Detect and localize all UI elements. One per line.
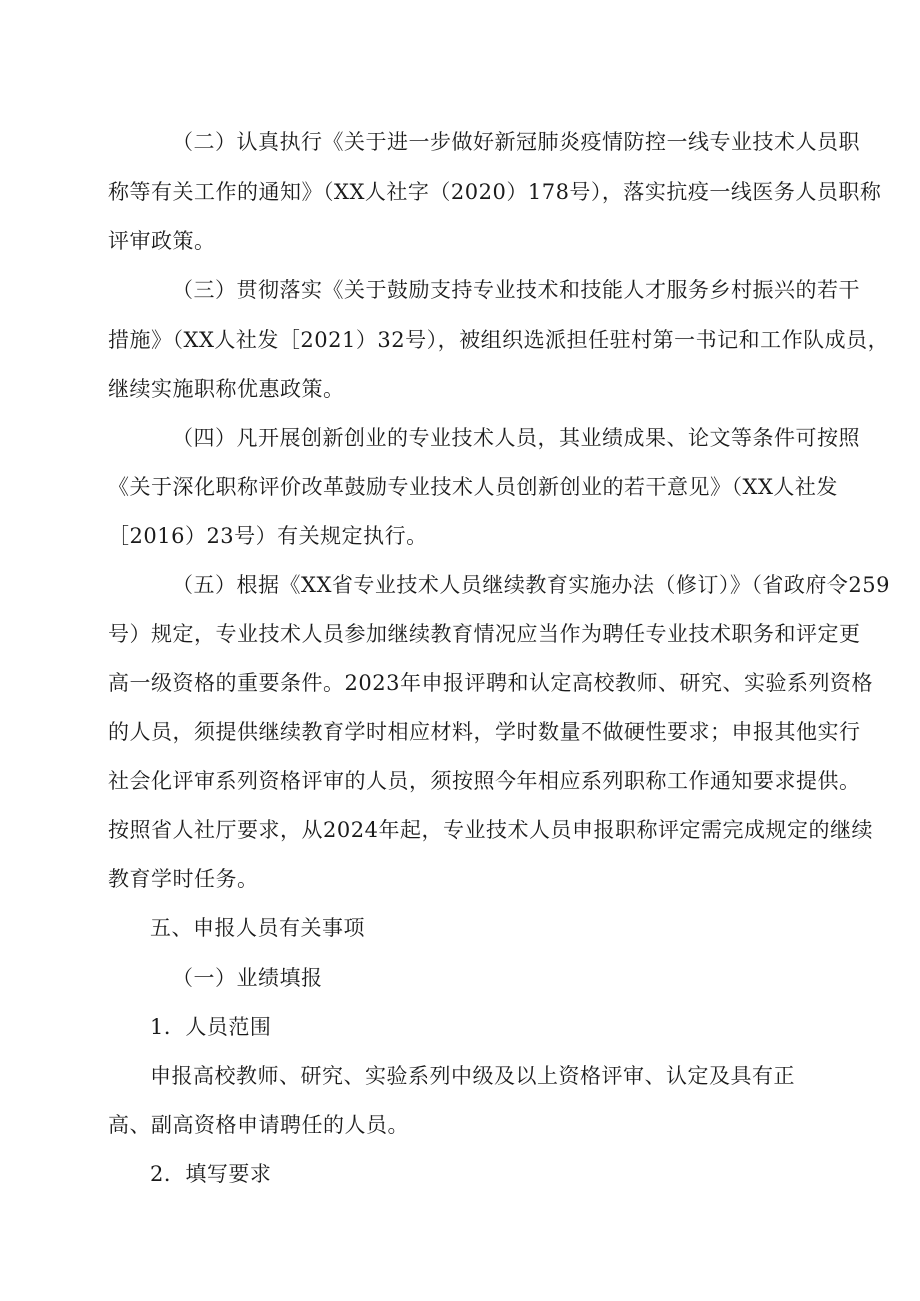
paragraph-2-line-3: 评审政策。 xyxy=(108,229,216,253)
subsection-heading: （一）业绩填报 xyxy=(172,966,323,990)
item-2-heading: 2．填写要求 xyxy=(150,1162,272,1186)
paragraph-3-line-2: 措施》（XX人社发［2021）32号），被组织选派担任驻村第一书记和工作队成员， xyxy=(108,328,890,352)
paragraph-3-line-1: （三）贯彻落实《关于鼓励支持专业技术和技能人才服务乡村振兴的若干 xyxy=(172,278,860,302)
item-1-body-line-2: 高、副高资格申请聘任的人员。 xyxy=(108,1113,409,1137)
paragraph-2-line-2: 称等有关工作的通知》（XX人社字（2020）178号），落实抗疫一线医务人员职称 xyxy=(108,180,882,204)
item-1-body-line-1: 申报高校教师、研究、实验系列中级及以上资格评审、认定及具有正 xyxy=(150,1064,795,1088)
paragraph-5-line-6: 按照省人社厅要求，从2024年起，专业技术人员申报职称评定需完成规定的继续 xyxy=(108,818,873,842)
paragraph-4-line-2: 《关于深化职称评价改革鼓励专业技术人员创新创业的若干意见》（XX人社发 xyxy=(108,475,838,499)
section-heading: 五、申报人员有关事项 xyxy=(150,916,365,940)
paragraph-4-line-3: ［2016）23号）有关规定执行。 xyxy=(108,524,428,548)
paragraph-5-line-7: 教育学时任务。 xyxy=(108,867,259,891)
paragraph-4-line-1: （四）凡开展创新创业的专业技术人员，其业绩成果、论文等条件可按照 xyxy=(172,426,860,450)
item-1-heading: 1．人员范围 xyxy=(150,1015,272,1039)
paragraph-5-line-5: 社会化评审系列资格评审的人员，须按照今年相应系列职称工作通知要求提供。 xyxy=(108,769,861,793)
paragraph-5-line-4: 的人员，须提供继续教育学时相应材料，学时数量不做硬性要求；申报其他实行 xyxy=(108,720,861,744)
paragraph-5-line-3: 高一级资格的重要条件。2023年申报评聘和认定高校教师、研究、实验系列资格 xyxy=(108,671,873,695)
paragraph-5-line-2: 号）规定，专业技术人员参加继续教育情况应当作为聘任专业技术职务和评定更 xyxy=(108,622,861,646)
paragraph-3-line-3: 继续实施职称优惠政策。 xyxy=(108,377,345,401)
paragraph-2-line-1: （二）认真执行《关于进一步做好新冠肺炎疫情防控一线专业技术人员职 xyxy=(172,130,860,154)
paragraph-5-line-1: （五）根据《XX省专业技术人员继续教育实施办法（修订）》（省政府令259 xyxy=(172,573,890,597)
